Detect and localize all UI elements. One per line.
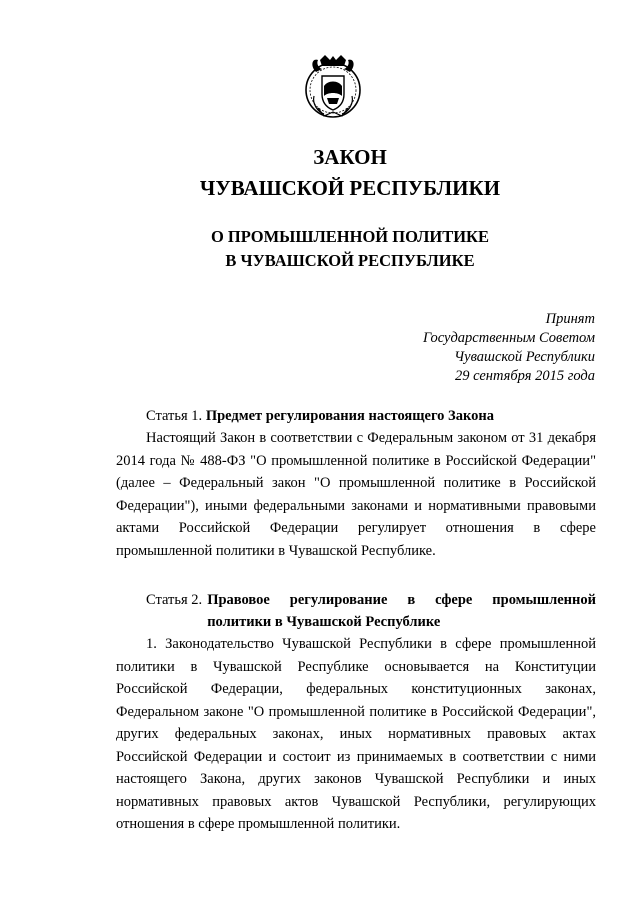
article-2-heading	[116, 589, 596, 633]
subject-heading-line-1: О ПРОМЫШЛЕННОЙ ПОЛИТИКЕ	[210, 227, 490, 246]
article-2-paragraph-1: 1. Законодательство Чувашской Республики в сфере промышленной политики в Чувашской Республике основывается на Конституции Российской Федерации, федеральных конституционных законах, Федеральном законе "О промышленной политике в Российской Федерации", других федеральных законах, иных нормативных правовых актах Российской Федерации и состоит из принимаемых в соответствии с ними настоящего Закона, других законов Чувашской Республики и иных нормативных правовых актов Чувашской Республики, регулирующих отношения в сфере промышленной политики.	[116, 636, 596, 832]
adoption-line-1: Принят	[545, 311, 595, 327]
adoption-date: 29 сентября 2015 года	[454, 368, 595, 384]
article-2-label: Статья 2.	[146, 592, 203, 608]
article-1-label: Статья 1.	[146, 408, 203, 424]
article-1-heading	[116, 405, 596, 427]
issuer-heading: ЧУВАШСКОЙ РЕСПУБЛИКИ	[199, 176, 501, 200]
coat-of-arms-emblem	[300, 52, 366, 120]
document-type-heading: ЗАКОН	[313, 145, 387, 169]
adoption-note	[423, 310, 595, 386]
article-1-paragraph-1: Настоящий Закон в соответствии с Федеральным законом от 31 декабря 2014 года № 488-ФЗ "О промышленной политике в Российской Федерации" (далее – Федеральный закон "О промышленной политике в Российской Федерации"), иными федеральными законами и нормативными правовыми актами Российской Федерации регулирует отношения в сфере промышленной политики в Чувашской Республике.	[116, 430, 596, 559]
adoption-line-3: Чувашской Республики	[454, 349, 595, 365]
subject-heading-line-2: В ЧУВАШСКОЙ РЕСПУБЛИКЕ	[225, 251, 475, 270]
article-2	[116, 589, 596, 836]
article-1	[116, 405, 596, 562]
article-1-title: Предмет регулирования настоящего Закона	[205, 408, 494, 424]
article-2-title: Правовое регулирование в сфере промышленной политики в Чувашской Республике	[207, 592, 596, 630]
adoption-line-2: Государственным Советом	[422, 330, 595, 346]
